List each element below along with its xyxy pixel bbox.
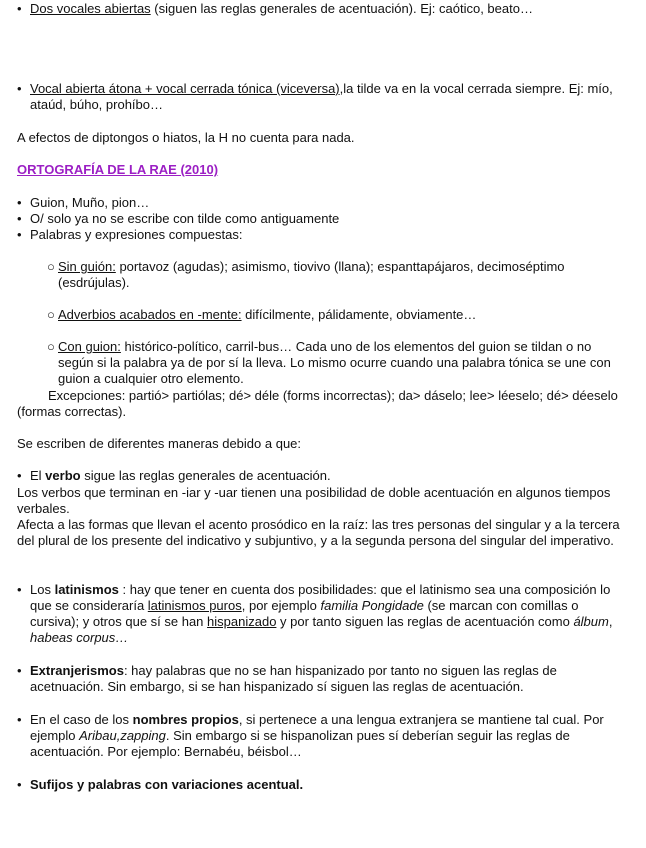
sub-bullet-marker: ○ [47,259,55,274]
paragraph-excepciones: Excepciones: partió> partiólas; dé> déle (forms incorrectas); da> dáselo; lee> léeselo; dé> déeselo (formas correctas). [17,388,618,419]
underlined-term: Vocal abierta átona + vocal cerrada tónica (viceversa) [30,81,340,96]
bullet-marker: • [17,712,22,727]
bullet-marker: • [17,195,22,210]
bullet-sufijos: • Sufijos y palabras con variaciones acentual. [17,777,304,792]
bullet-vocal-abierta-atona: • Vocal abierta átona + vocal cerrada tónica (viceversa),la tilde va en la vocal cerrada siempre. Ej: mío, ataúd, búho, prohíbo… [17,81,613,112]
bullet-marker: • [17,582,22,597]
paragraph-acento-prosodico: Afecta a las formas que llevan el acento prosódico en la raíz: las tres personas del singular y a la tercera del plural de los presente del indicativo y subjuntivo, y a la segunda persona del singular del imperativo. [17,517,620,548]
sub-bullet-marker: ○ [47,339,55,354]
bullet-marker: • [17,1,22,16]
underlined-term: Con guion: [58,339,121,354]
list-item-guion: • Guion, Muño, pion… [17,195,150,210]
bullet-marker: • [17,211,22,226]
sub-item-con-guion: ○ Con guion: histórico-político, carril-bus… Cada uno de los elementos del guion se tildan o no según si la palabra ya de por sí la lleva. Lo mismo ocurre cuando una palabra tónica se une con guion a cualquier otro elemento. [47,339,611,386]
underlined-term: Adverbios acabados en -mente: [58,307,242,322]
bullet-marker: • [17,227,22,242]
paragraph-diferentes-maneras: Se escriben de diferentes maneras debido a que: [17,436,302,451]
underlined-term: Sin guión: [58,259,116,274]
sub-item-sin-guion: ○ Sin guión: portavoz (agudas); asimismo, tiovivo (llana); espanttapájaros, decimoséptimo (esdrújulas). [47,259,565,290]
section-heading: ORTOGRAFÍA DE LA RAE (2010) [17,162,219,177]
paragraph-verbos-iar-uar: Los verbos que terminan en -iar y -uar tienen una posibilidad de doble acentuación en algunos tiempos verbales. [17,485,611,516]
bullet-marker: • [17,777,22,792]
bullet-marker: • [17,81,22,96]
sub-bullet-marker: ○ [47,307,55,322]
list-item-solo: • O/ solo ya no se escribe con tilde como antiguamente [17,211,340,226]
sub-item-adverbios: ○ Adverbios acabados en -mente: difícilmente, pálidamente, obviamente… [47,307,477,322]
bullet-marker: • [17,663,22,678]
bullet-latinismos: • Los latinismos : hay que tener en cuenta dos posibilidades: que el latinismo sea una composición lo que se consideraría latinismos puros, por ejemplo familia Pongidade (se marcan con comillas o cursiva); y otros que sí se han hispanizado y por tanto siguen las reglas de acentuación como álbum, habeas corpus… [17,582,613,645]
bullet-dos-vocales-abiertas: • Dos vocales abiertas (siguen las reglas generales de acentuación). Ej: caótico, beato… [17,1,533,16]
bullet-marker: • [17,468,22,483]
underlined-term: Dos vocales abiertas [30,1,151,16]
bullet-nombres-propios: • En el caso de los nombres propios, si pertenece a una lengua extranjera se mantiene tal cual. Por ejemplo Aribau,zapping. Sin embargo si se hispanolizan pues sí deberían seguir las reglas de acentuación. Por ejemplo: Bernabéu, béisbol… [17,712,604,759]
bullet-verbo: • El verbo sigue las reglas generales de acentuación. [17,468,331,483]
bullet-extranjerismos: • Extranjerismos: hay palabras que no se han hispanizado por tanto no siguen las reglas de acetnuación. Sin embargo, si se han hispanizado sí siguen las reglas de acentuación. [17,663,557,694]
list-item-compuestas: • Palabras y expresiones compuestas: [17,227,243,242]
paragraph-h-note: A efectos de diptongos o hiatos, la H no cuenta para nada. [17,130,355,145]
